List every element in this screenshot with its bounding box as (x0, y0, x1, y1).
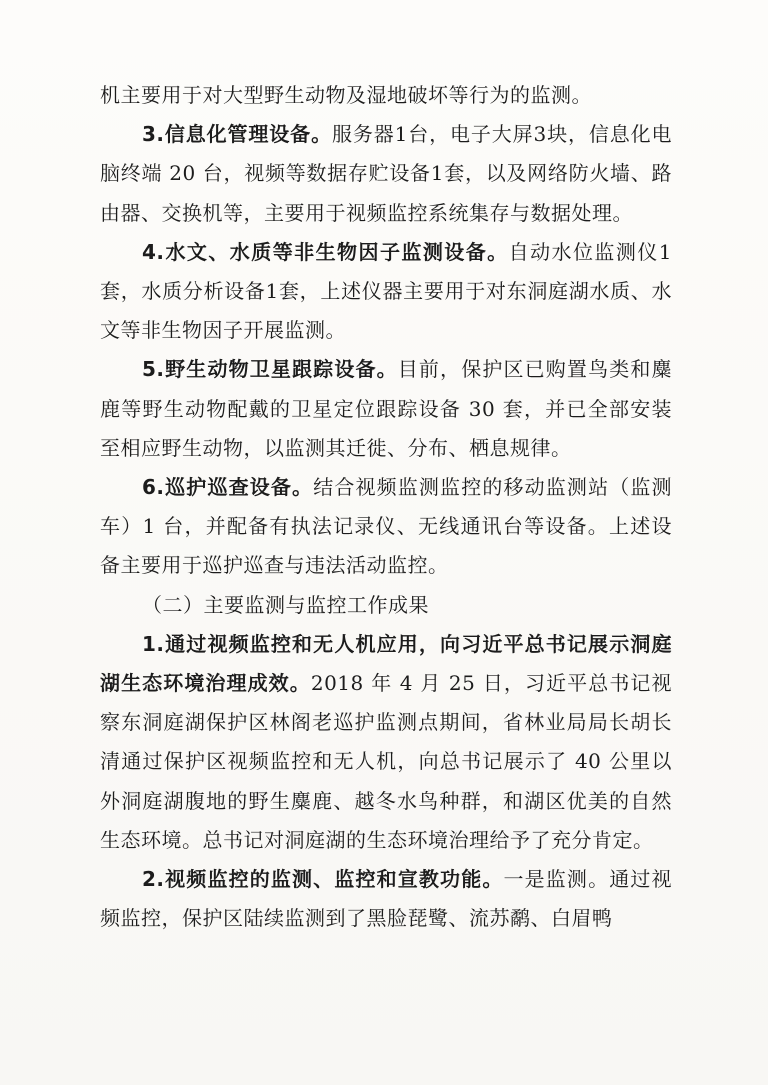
paragraph-8-heading: 2.视频监控的监测、监控和宣教功能。 (142, 867, 504, 892)
paragraph-3-text: 自动水位监测仪1套，水质分析设备1套，上述仪器主要用于对东洞庭湖水质、水文等非生物因子开展监测。 (100, 239, 673, 343)
paragraph-3 (100, 233, 672, 351)
paragraph-5 (100, 468, 672, 586)
paragraph-2-heading: 3.信息化管理设备。 (142, 122, 332, 147)
section-heading-text: （二）主要监测与监控工作成果 (142, 592, 429, 617)
paragraph-7-text: 2018 年 4 月 25 日，习近平总书记视察东洞庭湖保护区林阁老巡护监测点期间，省林业局局长胡长清通过保护区视频监控和无人机，向总书记展示了 40 公里以外洞庭湖腹地的野生麋鹿、越冬水鸟种群，和湖区优美的自然生态环境。总书记对洞庭湖的生态环境治理给予了充分肯定。 (100, 671, 673, 852)
paragraph-2-text: 服务器1台，电子大屏3块，信息化电脑终端 20 台，视频等数据存贮设备1套，以及网络防火墙、路由器、交换机等，主要用于视频监控系统集存与数据处理。 (100, 122, 673, 225)
paragraph-3-heading: 4.水文、水质等非生物因子监测设备。 (142, 239, 509, 264)
paragraph-4-heading: 5.野生动物卫星跟踪设备。 (142, 357, 398, 382)
paragraph-2 (100, 115, 672, 233)
paragraph-4 (100, 350, 672, 468)
paragraph-5-heading: 6.巡护巡查设备。 (142, 475, 314, 500)
paragraph-7-heading: 1.通过视频监控和无人机应用，向习近平总书记展示洞庭湖生态环境治理成效。 (100, 631, 672, 696)
paragraph-8 (100, 860, 672, 938)
paragraph-8-text: 一是监测。通过视频监控，保护区陆续监测到了黑脸琵鹭、流苏鹬、白眉鸭 (100, 867, 673, 931)
paragraph-1-text: 机主要用于对大型野生动物及湿地破坏等行为的监测。 (100, 83, 592, 107)
body-text (100, 76, 672, 938)
paragraph-7 (100, 625, 672, 860)
paragraph-4-text: 目前，保护区已购置鸟类和麋鹿等野生动物配戴的卫星定位跟踪设备 30 套，并已全部安装至相应野生动物，以监测其迁徙、分布、栖息规律。 (100, 357, 673, 460)
paragraph-5-text: 结合视频监测监控的移动监测站（监测车）1 台，并配备有执法记录仪、无线通讯台等设备。上述设备主要用于巡护巡查与违法活动监控。 (100, 475, 673, 578)
section-heading (100, 586, 672, 625)
paragraph-1 (100, 76, 672, 115)
